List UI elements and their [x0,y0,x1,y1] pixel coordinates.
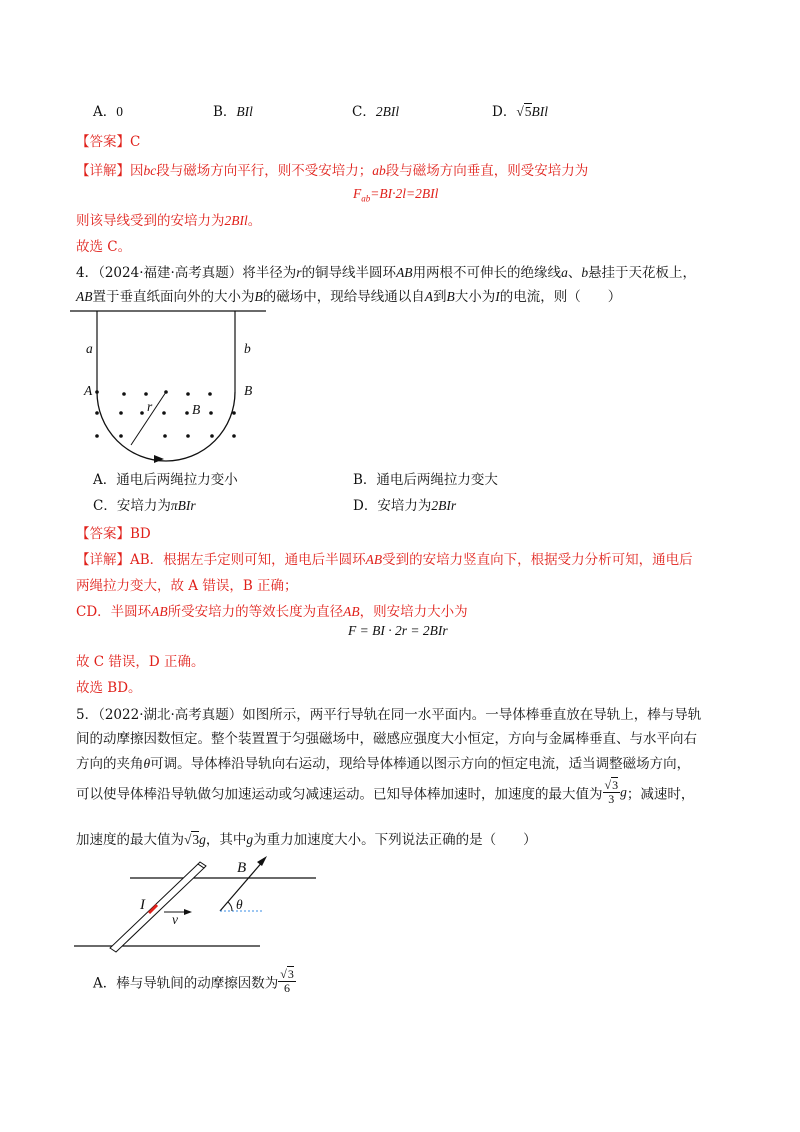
fig4-label-b: b [244,341,251,356]
option-letter: C． [352,104,376,120]
fig4-label-r: r [147,399,153,414]
var-g: g [199,832,206,847]
var-AB: AB [365,552,383,567]
var-I: I [495,289,500,304]
option-value: BIl [236,104,253,119]
option-text: 通电后两绳拉力变小 [116,472,238,488]
answer-label: 【答案】 [76,134,130,150]
formula-F: F [353,186,362,201]
q5-option-a [93,968,296,995]
q3-choose: 故选 C。 [76,239,132,255]
question-number: 5． [76,707,99,723]
var-g: g [246,832,254,847]
option-value: 2BIl [375,104,400,119]
answer-value: C [130,134,141,150]
option-letter: A． [93,104,117,120]
fraction-sqrt3-over-3: $\frac{√3}{3}$ [604,778,619,806]
formula-sub: ab [361,193,371,204]
stem-text: 置于垂直纸面向外的大小为 [92,289,255,305]
fig4-label-B: B [244,383,253,398]
frac-den: 3 [608,792,615,806]
fig4-label-a: a [86,341,93,356]
var-AB: AB [151,604,168,619]
option-letter: D． [353,498,378,514]
option-text: 安培力为 [116,498,171,514]
q4-detail-line4: 故 C 错误，D 正确。 [76,654,205,670]
fig5-label-v: v [172,912,178,927]
option-letter: B． [353,472,377,488]
frac-num: 3 [612,778,619,792]
detail-label: 【详解】 [76,163,130,179]
detail-text: ，则安培力大小为 [359,604,468,620]
stem-text: 的磁场中，现给导线通以自 [262,289,425,305]
q5-line5: 加速度的最大值为√3g，其中g为重力加速度大小。下列说法正确的是（ ） [76,832,537,848]
detail-label: 【详解】 [76,552,130,568]
conclusion-text: 则该导线受到的安培力为 [76,213,225,229]
fig5-label-I: I [140,897,145,913]
q3-option-d: D．√5BIl [492,104,548,120]
question-source: （2024·福建·高考真题） [98,265,243,281]
detail-text: 受到的安培力竖直向下，根据受力分析可知，通电后 [382,552,693,568]
option-letter: C． [93,498,117,514]
option-text: 棒与导轨间的动摩擦因数为 [116,975,279,992]
option-letter: D． [492,104,517,120]
formula-rest: =BI·2l=2BIl [370,186,439,201]
option-value: 0 [116,104,123,119]
detail-text: AB．根据左手定则可知，通电后半圆环 [130,552,366,568]
answer-label: 【答案】 [76,526,130,542]
conclusion-end: 。 [247,213,262,229]
var-r: r [296,265,302,280]
detail-text: 段与磁场方向垂直，则受安培力为 [385,163,589,179]
stem-text: ；减速时， [626,786,695,803]
stem-text: 加速度的最大值为 [76,832,184,848]
conductor-rod [110,862,206,952]
stem-text: 为重力加速度大小。下列说法正确的是（ ） [253,832,537,848]
option-text: 通电后两绳拉力变大 [376,472,498,488]
stem-text: 大小为 [454,289,496,305]
answer-value: BD [130,526,151,542]
option-math: πBIr [170,498,196,513]
q4-detail-line2: 两绳拉力变大，故 A 错误，B 正确； [76,578,298,594]
stem-text: 、 [567,265,582,281]
detail-text: 段与磁场方向平行，则不受安培力； [156,163,373,179]
detail-text: 所受安培力的等效长度为直径 [167,604,344,620]
option-letter: B． [213,104,237,120]
var-g: g [620,784,627,800]
var-A: A [424,289,433,304]
segment-bc: bc [143,163,157,178]
conclusion-value: 2BIl [224,213,248,228]
option-math: 2BIr [431,498,457,513]
var-a: a [561,265,568,280]
fraction-sqrt3-over-6: $\frac{√3}{6}$ [280,967,294,995]
var-AB: AB [76,289,93,304]
q4-formula: F = BI · 2r = 2BIr [348,623,448,638]
option-value: BIl [531,104,548,119]
option-text: 安培力为 [377,498,432,514]
stem-text: 用两根不可伸长的绝缘线 [412,265,562,281]
frac-num: 3 [287,967,294,981]
var-b: b [581,265,589,280]
sqrt-radicand: 5 [524,104,532,119]
stem-text: 如图所示，两平行导轨在同一水平面内。一导体棒垂直放在导轨上，棒与导轨 [242,707,702,723]
stem-text: 将半径为 [242,265,297,281]
q5-line2: 间的动摩擦因数恒定。整个装置置于匀强磁场中，磁感应强度大小恒定，方向与金属棒垂直、与水平向右 [76,731,697,747]
sqrt-radicand: 3 [192,832,200,847]
segment-ab: ab [372,163,386,178]
stem-text: 到 [433,289,447,305]
stem-text: 的电流，则（ ） [499,289,622,305]
stem-text: 的铜导线半圆环 [301,265,397,281]
fig4-label-A: A [84,383,93,398]
var-B: B [446,289,455,304]
stem-text: 悬挂于天花板上， [588,265,697,281]
var-B: B [254,289,263,304]
var-theta: θ [143,756,151,771]
detail-text: CD．半圆环 [76,604,152,620]
stem-text: 可以使导体棒沿导轨做匀加速运动或匀减速运动。已知导体棒加速时，加速度的最大值为 [76,786,603,803]
stem-text: 可调。导体棒沿导轨向右运动，现给导体棒通以图示方向的恒定电流，适当调整磁场方向， [150,756,691,772]
option-letter: A． [93,975,117,992]
fig5-label-theta: θ [236,897,243,912]
question-source: （2022·湖北·高考真题） [98,707,243,723]
detail-text: 因 [130,163,144,179]
theta-arc [228,902,232,911]
fig5-label-B: B [237,860,247,876]
frac-den: 6 [284,981,291,995]
option-letter: A． [93,472,117,488]
stem-text: 方向的夹角 [76,756,144,772]
stem-text: ，其中 [205,832,247,848]
q4-choose: 故选 BD。 [76,680,142,696]
var-AB: AB [396,265,413,280]
var-AB: AB [343,604,360,619]
question-number: 4． [76,265,99,281]
fig4-label-field: B [192,402,201,417]
